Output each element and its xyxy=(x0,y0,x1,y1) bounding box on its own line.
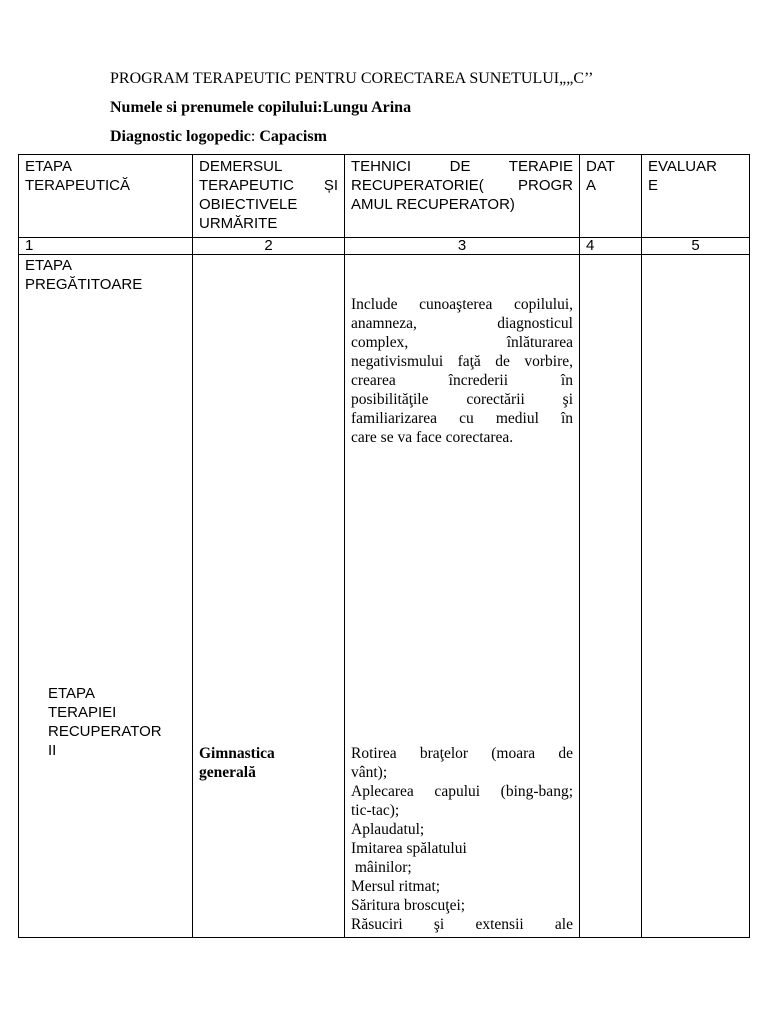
header-cell-evaluare xyxy=(642,155,750,238)
stage-name-line: ETAPA xyxy=(25,257,72,274)
column-number: 4 xyxy=(580,238,642,255)
column-number: 5 xyxy=(642,238,750,255)
stage2-techniques xyxy=(351,744,573,934)
header-text: EVALUAR xyxy=(648,158,717,175)
stage1-name xyxy=(25,256,142,294)
stage-name-line: PREGĂTITOARE xyxy=(25,276,143,293)
child-name-line xyxy=(110,99,411,117)
stage-name-line: TERAPIEI xyxy=(48,704,117,721)
demers-line: Gimnastica xyxy=(199,745,275,762)
technique-line: Include cunoaşterea copilului, xyxy=(351,296,573,313)
header-cell-data xyxy=(580,155,642,238)
header-text: TERAPEUTIC ȘI xyxy=(199,177,338,194)
header-text: A xyxy=(586,177,597,194)
header-cell-etapa xyxy=(19,155,193,238)
column-number-row xyxy=(19,238,750,255)
technique-line: complex, înlăturarea xyxy=(351,334,573,351)
diagnosis-label: Diagnostic logopedic xyxy=(110,128,251,145)
header-text: E xyxy=(648,177,659,194)
header-text: DEMERSUL xyxy=(199,158,283,175)
column-number: 3 xyxy=(345,238,580,255)
header-text: DAT xyxy=(586,158,615,175)
header-cell-tehnici xyxy=(345,155,580,238)
stage2-name xyxy=(48,684,162,760)
technique-line: Mersul ritmat; xyxy=(351,878,441,895)
header-text: OBIECTIVELE xyxy=(199,196,298,213)
stage-name-cell xyxy=(19,255,193,938)
technique-line: Săritura broscuţei; xyxy=(351,897,466,914)
technique-line: tic-tac); xyxy=(351,802,400,819)
technique-line: care se va face corectarea. xyxy=(351,429,514,446)
header-row xyxy=(19,155,750,238)
technique-line: posibilităţile corectării şi xyxy=(351,391,573,408)
technique-line: Imitarea spălatului xyxy=(351,840,467,857)
technique-line: vânt); xyxy=(351,764,388,781)
header-text: AMUL RECUPERATOR) xyxy=(351,196,515,213)
column-number: 1 xyxy=(19,238,193,255)
child-name-label: Numele si prenumele copilului: xyxy=(110,99,323,116)
technique-line: crearea încrederii în xyxy=(351,372,573,389)
child-name-value: Lungu Arina xyxy=(322,99,412,116)
technique-line: mâinilor; xyxy=(351,859,412,876)
header-text: ETAPA xyxy=(25,158,72,175)
page-title: PROGRAM TERAPEUTIC PENTRU CORECTAREA SUNETULUI„„C’’ xyxy=(110,70,594,87)
header-text: URMĂRITE xyxy=(199,215,278,232)
stage2-demers xyxy=(199,744,275,782)
header-cell-demersul xyxy=(193,155,345,238)
techniques-cell xyxy=(345,255,580,938)
header-text: RECUPERATORIE( PROGR xyxy=(351,177,573,194)
header-text: TEHNICI DE TERAPIE xyxy=(351,158,573,175)
technique-line: Răsuciri şi extensii ale xyxy=(351,916,573,933)
therapy-table xyxy=(18,154,750,938)
stage-name-line: ETAPA xyxy=(48,685,95,702)
diagnosis-sep: : xyxy=(250,128,260,145)
demers-cell xyxy=(193,255,345,938)
header-text: TERAPEUTICĂ xyxy=(25,177,131,194)
stage-name-line: II xyxy=(48,742,57,759)
stage-name-line: RECUPERATOR xyxy=(48,723,162,740)
date-cell xyxy=(580,255,642,938)
technique-line: Aplecarea capului (bing-bang; xyxy=(351,783,573,800)
technique-line: Aplaudatul; xyxy=(351,821,425,838)
diagnosis-line xyxy=(110,128,327,146)
diagnosis-value: Capacism xyxy=(259,128,327,145)
evaluation-cell xyxy=(642,255,750,938)
technique-line: anamneza, diagnosticul xyxy=(351,315,573,332)
stage1-techniques xyxy=(351,295,573,447)
technique-line: negativismului faţă de vorbire, xyxy=(351,353,573,370)
technique-line: Rotirea braţelor (moara de xyxy=(351,745,573,762)
stages-row xyxy=(19,255,750,938)
technique-line: familiarizarea cu mediul în xyxy=(351,410,573,427)
column-number: 2 xyxy=(193,238,345,255)
demers-line: generală xyxy=(199,764,256,781)
